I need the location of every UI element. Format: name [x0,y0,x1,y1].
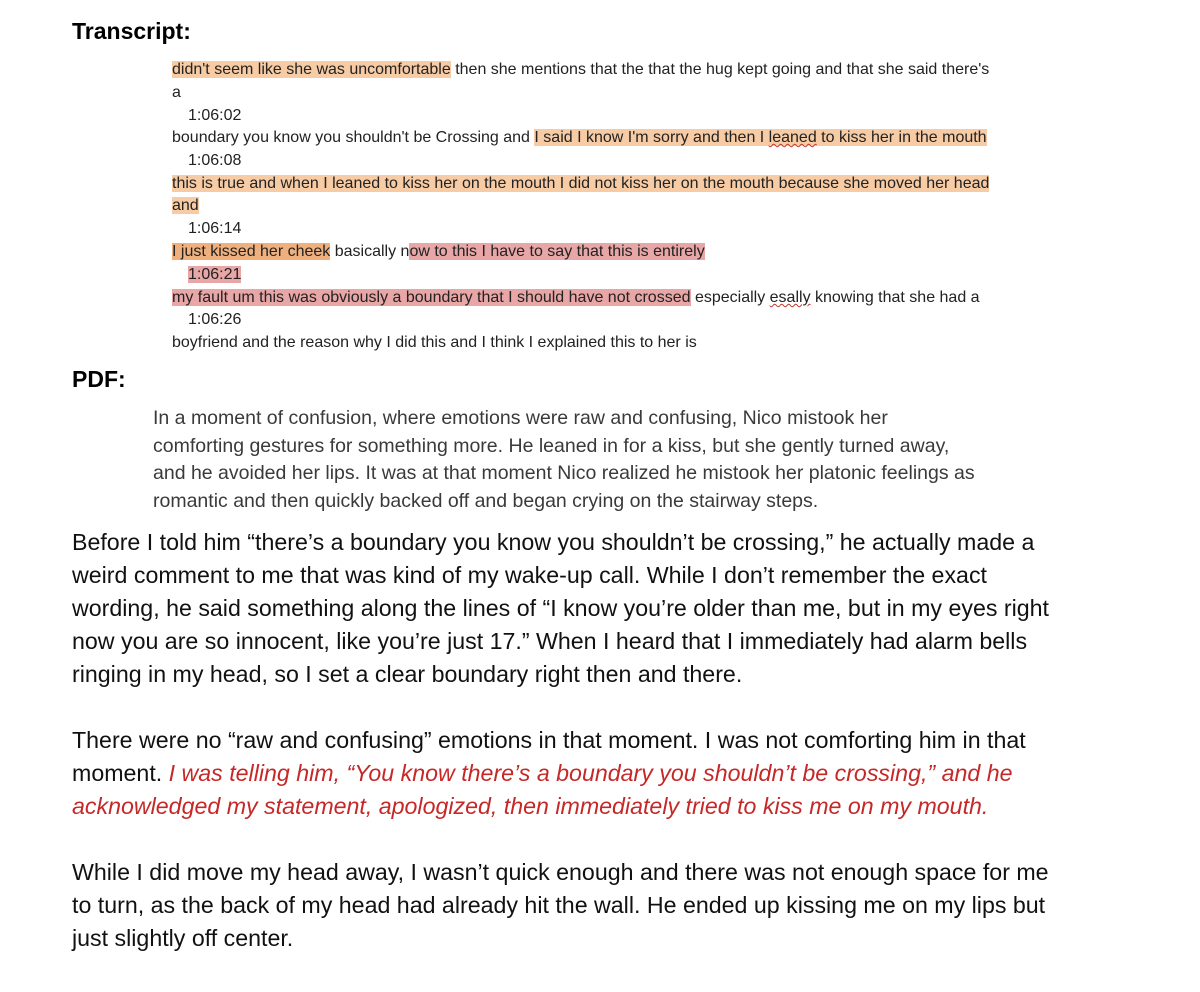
transcript-line [172,60,989,80]
statement-paragraph-1 [72,526,1182,691]
statement-line: weird comment to me that was kind of my wake-up call. While I don’t remember the exact [72,562,987,588]
transcript-line [172,196,199,216]
transcript-text: especially [690,289,770,306]
pdf-excerpt [153,405,1103,515]
transcript-line [172,174,989,194]
timestamp [188,265,241,285]
statement-line: just slightly off center. [72,925,294,951]
transcript-line [172,128,987,148]
transcript-line [172,83,181,103]
statement-text: moment. [72,760,169,786]
pdf-line: romantic and then quickly backed off and began crying on the stairway steps. [153,489,819,512]
pdf-line: In a moment of confusion, where emotions were raw and confusing, Nico mistook her [153,407,888,429]
spellcheck-word: esally [769,289,811,306]
emphasis-red-text: I was telling him, “You know there’s a boundary you shouldn’t be crossing,” and he [168,760,1013,786]
transcript-text: boyfriend and the reason why I did this and I think I explained this to her is [172,334,697,351]
timestamp: 1:06:14 [188,220,242,237]
transcript-line [172,333,697,353]
statement-line: to turn, as the back of my head had already hit the wall. He ended up kissing me on my lips but [72,892,1046,918]
pdf-line: comforting gestures for something more. He leaned in for a kiss, but she gently turned away, [153,434,950,457]
timestamp: 1:06:26 [188,311,242,328]
highlight-text: I said I know I'm sorry and then I [534,129,769,146]
statement-line: While I did move my head away, I wasn’t quick enough and there was not enough space for me [72,859,1049,885]
highlight-red: 1:06:21 [188,266,242,283]
statement-paragraph-2 [72,724,1182,823]
transcript-text: then she mentions that the that the hug kept going and that she said there's [450,61,990,78]
statement-line: now you are so innocent, like you’re just 17.” When I heard that I immediately had alarm bells [72,628,1028,654]
spellcheck-word: leaned [768,129,817,146]
highlight-orange: didn't seem like she was uncomfortable [172,61,451,78]
transcript-line [172,288,980,308]
statement-line: ringing in my head, so I set a clear boundary right then and there. [72,661,743,687]
pdf-line: and he avoided her lips. It was at that moment Nico realized he mistook her platonic feelings as [153,462,975,485]
statement-line: There were no “raw and confusing” emotions in that moment. I was not comforting him in that [72,727,1026,753]
highlight-red: my fault um this was obviously a boundary that I should have not crossed [172,289,691,306]
statement-paragraph-3 [72,856,1182,955]
emphasis-red-text: acknowledged my statement, apologized, then immediately tried to kiss me on my mouth. [72,793,989,819]
statement-line: Before I told him “there’s a boundary you know you shouldn’t be crossing,” he actually made a [72,529,1035,555]
highlight-orange [534,129,986,146]
transcript-heading: Transcript: [72,18,191,44]
timestamp: 1:06:02 [188,107,242,124]
transcript-text: boundary you know you shouldn't be Crossing and [172,129,535,146]
highlight-text: to kiss her in the mouth [816,129,987,146]
transcript-text: knowing that she had a [810,289,980,306]
transcript-line [172,242,705,262]
transcript-text: basically n [330,243,410,260]
timestamp: 1:06:08 [188,152,242,169]
pdf-heading: PDF: [72,366,126,392]
highlight-orange: I just kissed her cheek [172,243,331,260]
statement-line: wording, he said something along the lines of “I know you’re older than me, but in my eyes right [72,595,1049,621]
highlight-red: ow to this I have to say that this is entirely [409,243,705,260]
highlight-orange: and [172,197,199,214]
highlight-orange: this is true and when I leaned to kiss her on the mouth I did not kiss her on the mouth because she moved her head [172,175,990,192]
statement-line [72,757,1182,790]
transcript-text: a [172,84,181,101]
